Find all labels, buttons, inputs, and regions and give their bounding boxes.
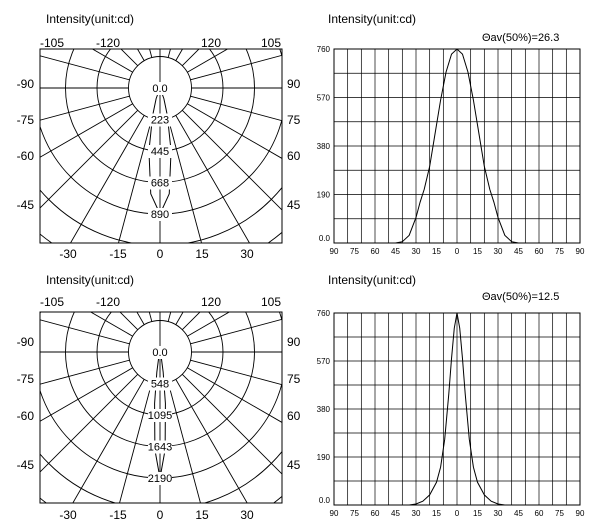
polar-spoke — [168, 382, 289, 531]
radial-label: 668 — [150, 177, 170, 190]
y-tick-label: 190 — [316, 190, 330, 200]
y-tick-label: 380 — [316, 405, 330, 414]
x-tick-label: 30 — [411, 247, 421, 256]
angle-label-bottom: -15 — [109, 508, 127, 522]
polar-spoke — [0, 0, 144, 61]
polar-chart-bottom — [0, 265, 300, 531]
angle-label-bottom: 15 — [195, 247, 209, 261]
line-chart-top — [300, 0, 600, 265]
x-tick-label: 45 — [391, 509, 400, 518]
radial-label: 1643 — [147, 441, 173, 454]
chart-title: Intensity(unit:cd) — [328, 273, 417, 287]
x-tick-label: 75 — [555, 509, 564, 518]
angle-label-top: -120 — [95, 295, 121, 309]
x-tick-label: 15 — [473, 247, 482, 256]
y-tick-label: 760 — [316, 45, 330, 54]
x-tick-label: 90 — [575, 509, 585, 518]
radial-label: 223 — [150, 114, 170, 127]
polar-plot — [0, 265, 300, 531]
x-tick-label: 45 — [514, 247, 523, 256]
angle-label-bottom: 0 — [156, 508, 164, 522]
angle-label-left: -45 — [16, 458, 34, 472]
y-tick-label: 760 — [316, 309, 330, 318]
angle-label-top: 120 — [200, 295, 222, 309]
polar-plot — [0, 0, 300, 265]
radial-label: 0.0 — [152, 83, 168, 95]
angle-label-bottom: 0 — [156, 247, 164, 261]
radial-label: 548 — [150, 378, 170, 391]
angle-label-left: -60 — [16, 409, 34, 423]
y-tick-label: 570 — [316, 93, 330, 103]
x-tick-label: 45 — [514, 509, 523, 518]
line-plot — [300, 0, 600, 265]
radial-label: 445 — [150, 146, 170, 158]
angle-label-top: -105 — [39, 36, 65, 50]
beam-angle-stat: Θav(50%)=26.3 — [482, 32, 560, 44]
polar-chart-top — [0, 0, 300, 265]
x-tick-label: 60 — [534, 509, 544, 518]
radial-label: 0.0 — [152, 347, 168, 359]
angle-label-left: -90 — [16, 335, 34, 349]
angle-label-left: -75 — [16, 113, 34, 127]
x-tick-label: 15 — [432, 247, 441, 256]
polar-spoke — [31, 382, 152, 531]
x-tick-label: 60 — [534, 247, 544, 256]
angle-label-left: -60 — [16, 149, 34, 163]
angle-label-bottom: 30 — [240, 247, 254, 261]
angle-label-right: 45 — [287, 198, 301, 212]
angle-label-bottom: -30 — [59, 508, 77, 522]
angle-label-bottom: -30 — [59, 247, 77, 261]
y-tick-label: 0.0 — [318, 234, 330, 243]
angle-label-right: 60 — [287, 149, 301, 163]
angle-label-top: -105 — [39, 295, 65, 309]
angle-label-top: 120 — [200, 36, 222, 50]
angle-label-top: 105 — [260, 36, 282, 50]
radial-label: 890 — [150, 209, 170, 221]
angle-label-left: -75 — [16, 372, 34, 386]
polar-spoke — [0, 368, 133, 531]
angle-label-top: 105 — [260, 295, 282, 309]
angle-label-bottom: 15 — [195, 508, 209, 522]
x-tick-label: 15 — [473, 509, 482, 518]
x-tick-label: 90 — [329, 247, 339, 256]
angle-label-bottom: 30 — [240, 508, 254, 522]
y-tick-label: 190 — [316, 453, 330, 462]
radial-label: 1095 — [147, 410, 173, 422]
chart-title: Intensity(unit:cd) — [328, 12, 417, 26]
radial-label: 2190 — [147, 473, 173, 485]
angle-label-right: 90 — [287, 335, 301, 349]
angle-label-right: 75 — [287, 372, 301, 386]
line-chart-bottom — [300, 265, 600, 531]
x-tick-label: 75 — [350, 509, 359, 518]
angle-label-bottom: -15 — [109, 247, 127, 261]
angle-label-left: -45 — [16, 198, 34, 212]
x-tick-label: 90 — [329, 509, 339, 518]
x-tick-label: 30 — [411, 509, 421, 518]
x-tick-label: 75 — [350, 247, 359, 256]
angle-label-right: 45 — [287, 458, 301, 472]
x-tick-label: 60 — [370, 509, 380, 518]
angle-label-right: 60 — [287, 409, 301, 423]
angle-label-top: -120 — [95, 36, 121, 50]
x-tick-label: 75 — [555, 247, 564, 256]
chart-title: Intensity(unit:cd) — [46, 12, 135, 26]
x-tick-label: 0 — [454, 509, 460, 518]
line-plot — [300, 265, 600, 531]
x-tick-label: 90 — [575, 247, 585, 256]
x-tick-label: 60 — [370, 247, 380, 256]
x-tick-label: 30 — [493, 509, 503, 518]
angle-label-right: 90 — [287, 77, 301, 91]
y-tick-label: 570 — [316, 357, 330, 366]
chart-title: Intensity(unit:cd) — [46, 273, 135, 287]
y-tick-label: 380 — [316, 142, 330, 151]
x-tick-label: 45 — [391, 247, 400, 256]
x-tick-label: 15 — [432, 509, 441, 518]
beam-angle-stat: Θav(50%)=12.5 — [482, 291, 560, 303]
x-tick-label: 30 — [493, 247, 503, 256]
angle-label-right: 75 — [287, 113, 301, 127]
polar-spoke — [0, 0, 138, 66]
x-tick-label: 0 — [454, 247, 460, 256]
angle-label-left: -90 — [16, 77, 34, 91]
y-tick-label: 0.0 — [318, 496, 330, 505]
